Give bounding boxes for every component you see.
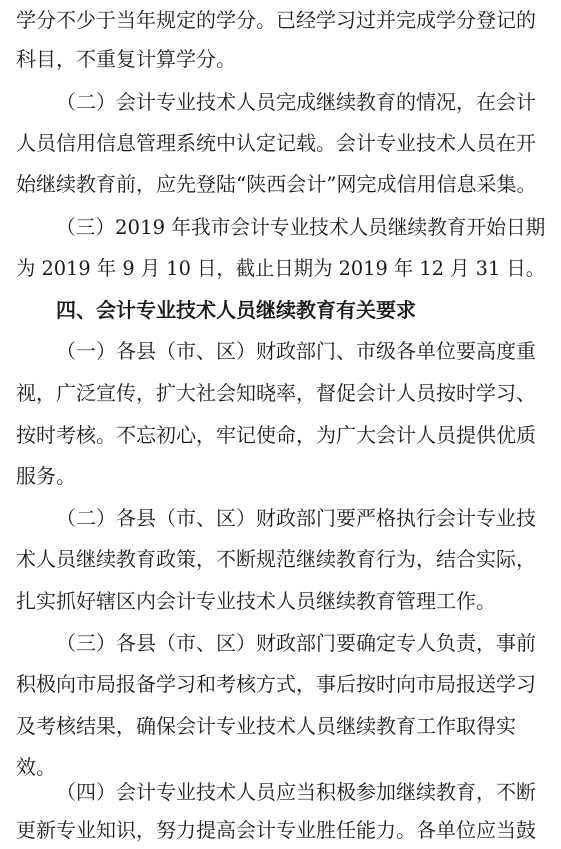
line-text: 效。	[16, 755, 56, 779]
text-line	[0, 417, 561, 453]
text-line	[0, 541, 561, 577]
line-text: （四）会计专业技术人员应当积极参加继续教育，不断	[56, 780, 536, 804]
text-line	[0, 458, 561, 494]
text-line	[0, 774, 561, 810]
line-text: 按时考核。不忘初心，牢记使命，为广大会计人员提供优质	[16, 423, 536, 447]
text-line	[0, 812, 561, 848]
line-text: 术人员继续教育政策，不断规范继续教育行为，结合实际，	[16, 547, 536, 571]
text-line	[0, 500, 561, 536]
heading-text: 四、会计专业技术人员继续教育有关要求	[56, 298, 416, 322]
text-line	[0, 84, 561, 120]
text-line	[0, 2, 561, 38]
text-line	[0, 666, 561, 702]
line-text: 学分不少于当年规定的学分。已经学习过并完成学分登记的	[16, 8, 536, 32]
text-line	[0, 625, 561, 661]
line-text: 更新专业知识，努力提高会计专业胜任能力。各单位应当鼓	[16, 818, 536, 842]
text-line	[0, 250, 561, 286]
line-text: 视，广泛宣传，扩大社会知晓率，督促会计人员按时学习、	[16, 381, 536, 405]
text-line	[0, 333, 561, 369]
line-text: （一）各县（市、区）财政部门、市级各单位要高度重	[56, 339, 536, 363]
text-line	[0, 125, 561, 161]
line-text: 始继续教育前，应先登陆“陕西会计”网完成信用信息采集。	[16, 172, 537, 196]
line-text: 扎实抓好辖区内会计专业技术人员继续教育管理工作。	[16, 589, 496, 613]
line-text: 人员信用信息管理系统中认定记载。会计专业技术人员在开	[16, 131, 536, 155]
line-text: （二）会计专业技术人员完成继续教育的情况，在会计	[56, 90, 536, 114]
line-text: （二）各县（市、区）财政部门要严格执行会计专业技	[56, 506, 536, 530]
text-line	[0, 209, 561, 245]
text-line	[0, 583, 561, 619]
text-line	[0, 708, 561, 744]
section-heading	[0, 292, 561, 328]
line-text: 积极向市局报备学习和考核方式，事后按时向市局报送学习	[16, 672, 536, 696]
line-text: 服务。	[16, 464, 76, 488]
text-line	[0, 375, 561, 411]
text-line	[0, 166, 561, 202]
text-line	[0, 41, 561, 77]
line-text: 及考核结果，确保会计专业技术人员继续教育工作取得实	[16, 714, 516, 738]
line-text: （三）2019 年我市会计专业技术人员继续教育开始日期	[56, 215, 546, 239]
line-text: （三）各县（市、区）财政部门要确定专人负责，事前	[56, 631, 536, 655]
line-text: 科目，不重复计算学分。	[16, 47, 236, 71]
line-text: 为 2019 年 9 月 10 日，截止日期为 2019 年 12 月 31 日。	[16, 256, 546, 280]
